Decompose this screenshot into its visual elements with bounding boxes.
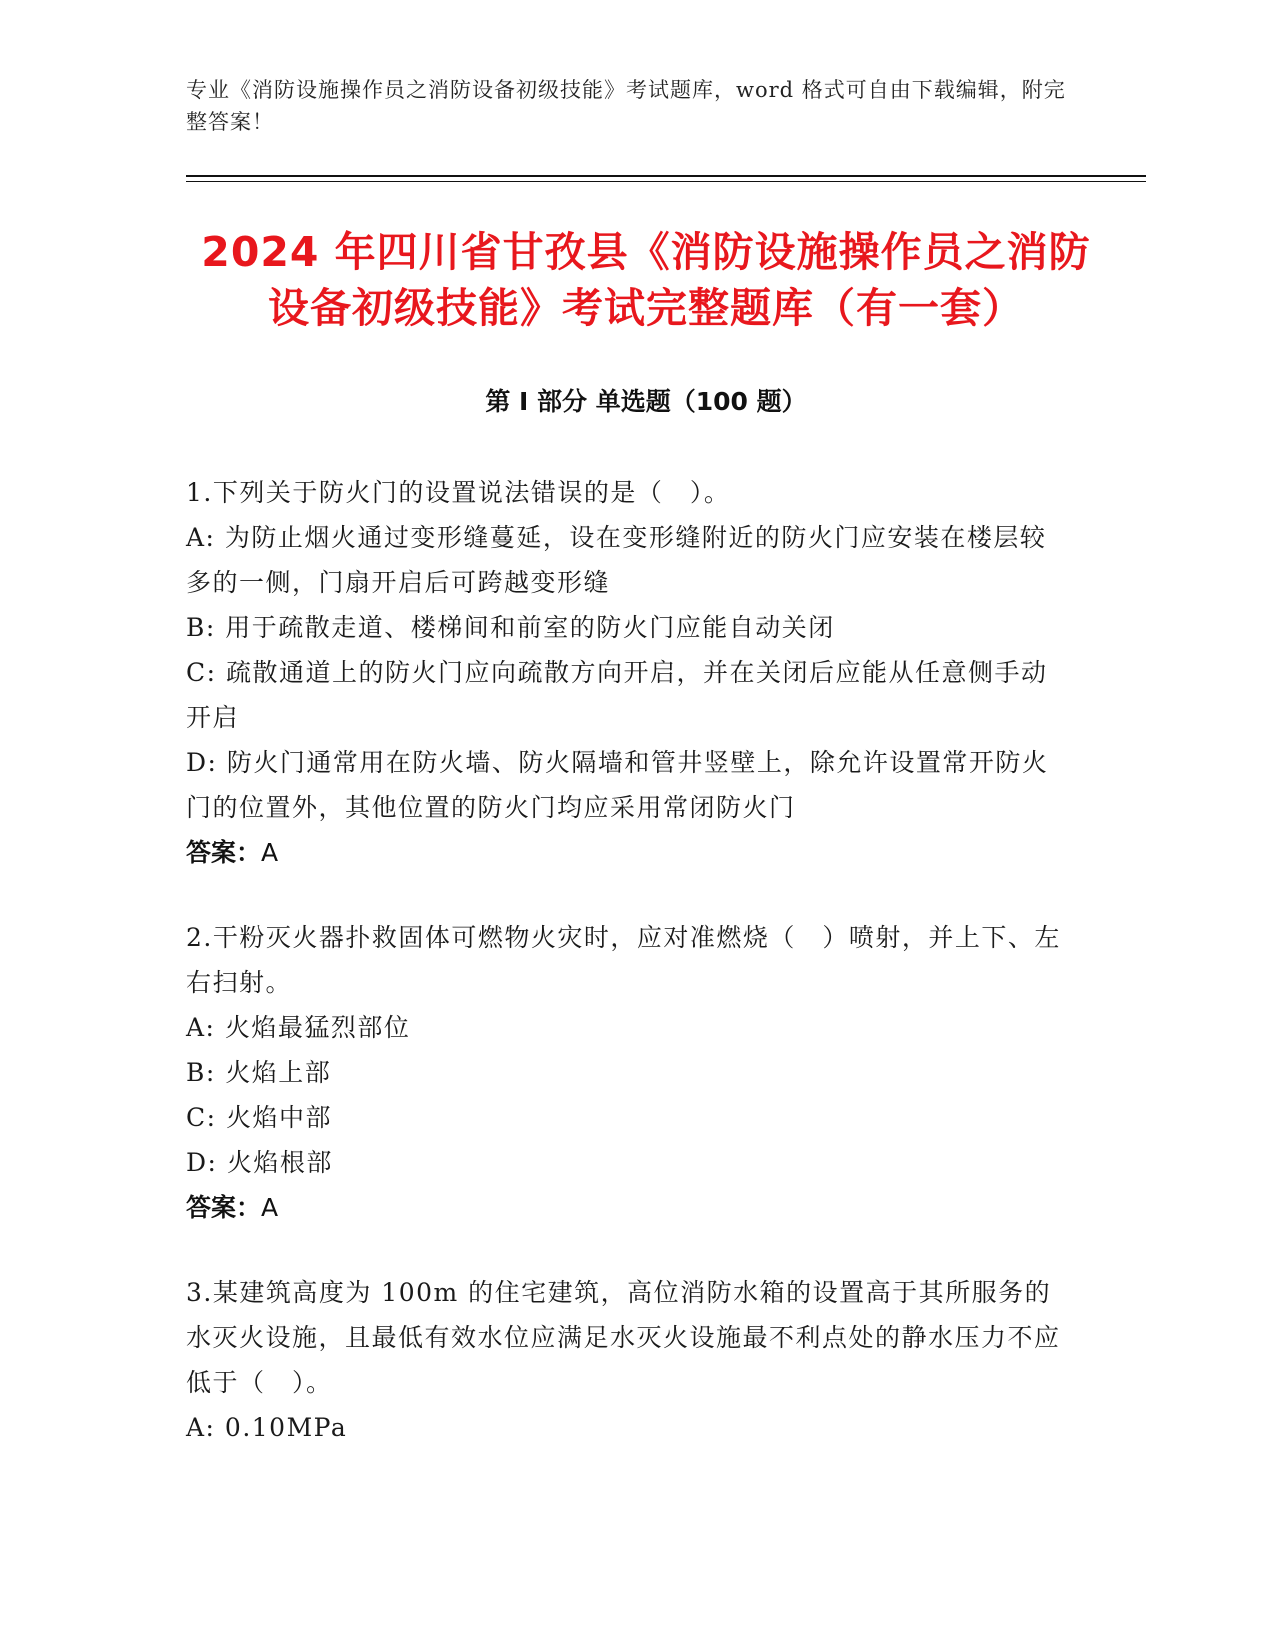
option-a: A: 火焰最猛烈部位	[186, 1013, 411, 1042]
option-b: B: 火焰上部	[186, 1058, 332, 1087]
header-divider-thin	[186, 181, 1146, 182]
option-b: B: 用于疏散走道、楼梯间和前室的防火门应能自动关闭	[186, 613, 835, 642]
answer-value: A	[261, 838, 279, 867]
header-note: 专业《消防设施操作员之消防设备初级技能》考试题库，word 格式可自由下载编辑，附完整答案！	[186, 78, 1066, 134]
option-c: C: 火焰中部	[186, 1103, 332, 1132]
option-d: D: 火焰根部	[186, 1148, 333, 1177]
answer-line	[186, 830, 1066, 875]
question-stem: 3.某建筑高度为 100m 的住宅建筑，高位消防水箱的设置高于其所服务的水灭火设施，且最低有效水位应满足水灭火设施最不利点处的静水压力不应低于（ ）。	[186, 1278, 1061, 1397]
answer-value: A	[261, 1193, 279, 1222]
answer-label: 答案：	[186, 838, 262, 867]
question-stem: 1.下列关于防火门的设置说法错误的是（ ）。	[186, 478, 731, 507]
question-1	[186, 470, 1066, 875]
option-a: A: 0.10MPa	[186, 1413, 348, 1442]
option-c: C: 疏散通道上的防火门应向疏散方向开启，并在关闭后应能从任意侧手动开启	[186, 658, 1048, 732]
section-heading: 第 I 部分 单选题（100 题）	[485, 387, 807, 416]
option-d: D: 防火门通常用在防火墙、防火隔墙和管井竖壁上，除允许设置常开防火门的位置外，其他位置的防火门均应采用常闭防火门	[186, 748, 1049, 822]
question-2	[186, 915, 1066, 1230]
answer-label: 答案：	[186, 1193, 262, 1222]
question-stem: 2.干粉灭火器扑救固体可燃物火灾时，应对准燃烧（ ）喷射，并上下、左右扫射。	[186, 923, 1061, 997]
document-title: 2024 年四川省甘孜县《消防设施操作员之消防设备初级技能》考试完整题库（有一套）	[201, 228, 1091, 332]
question-list	[186, 470, 1066, 1490]
question-3	[186, 1270, 1066, 1450]
option-a: A: 为防止烟火通过变形缝蔓延，设在变形缝附近的防火门应安装在楼层较多的一侧，门扇开启后可跨越变形缝	[186, 523, 1047, 597]
answer-line	[186, 1185, 1066, 1230]
header-divider-thick	[186, 175, 1146, 177]
